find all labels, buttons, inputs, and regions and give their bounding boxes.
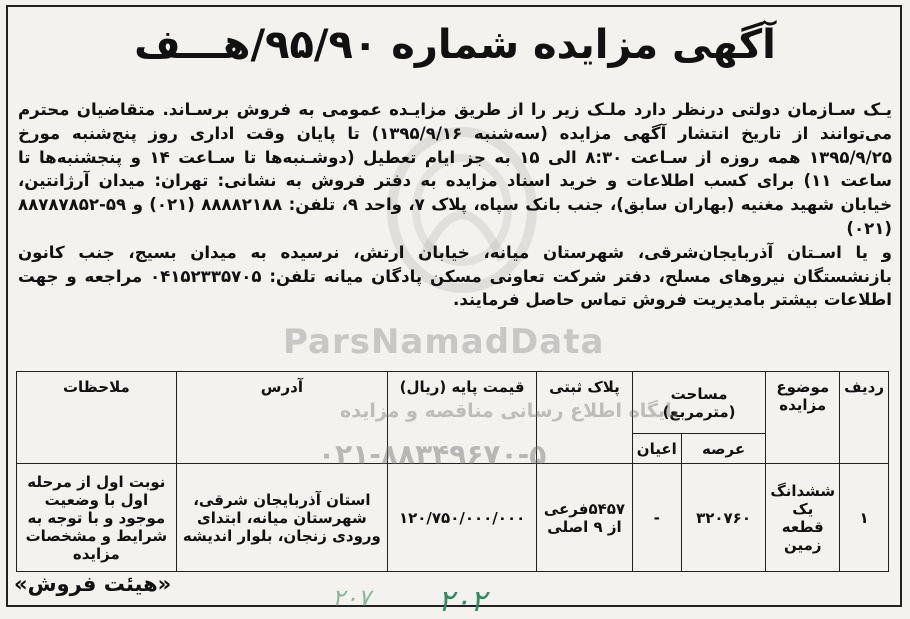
- cell-plaque: ۵۴۵۷فرعی از ۹ اصلی: [537, 464, 633, 572]
- header-area-building: اعیان: [632, 434, 681, 464]
- cell-subject: ششدانگ یک قطعه زمین: [766, 464, 840, 572]
- auction-table: [16, 371, 889, 572]
- header-area: مساحت (مترمربع): [632, 372, 766, 434]
- header-address: آدرس: [176, 372, 387, 464]
- watermark-site: ParsNamadData: [283, 322, 605, 362]
- cell-notes: نوبت اول از مرحله اول با وضعیت موجود و با توجه به شرایط و مشخصات مزایده: [17, 464, 177, 572]
- header-subject: موضوع مزایده: [766, 372, 840, 464]
- notice-body: [18, 98, 892, 312]
- signature: «هیئت فروش»: [14, 572, 172, 596]
- table-row: [17, 464, 889, 572]
- handwritten-mark-2: ۲۰۲: [438, 584, 487, 619]
- cell-base-price: ۱۲۰/۷۵۰/۰۰۰/۰۰۰: [388, 464, 537, 572]
- header-notes: ملاحظات: [17, 372, 177, 464]
- header-row-no: ردیف: [840, 372, 889, 464]
- notice-paragraph-2: و یا اسـتان آذربایجان‌شرقی، شهرستان میانه، خیابان ارتش، نرسیده به میدان بسیج، جنب کانون بازنشستگان نیروهای مسلح، دفتر شرکت تعاونی مسکن پادگان میانه تلفن: ۰۴۱۵۲۳۳۵۷۰۵ مراجعه و جهت اطلاعات بیشتر بامدیریت فروش تماس حاصل فرمایند.: [18, 242, 892, 310]
- header-area-land: عرصه: [681, 434, 766, 464]
- notice-paragraph-1: یـک سـازمان دولتی درنظر دارد ملـک زیر را از طریق مزایـده عمومی به فروش برسـاند. متقاضیان محترم می‌توانند از تاریخ انتشار آگهی مزایده (سه‌شنبه ۱۳۹۵/۹/۱۶) تا پایان وقت اداری روز پنج‌شنبه مورخ ۱۳۹۵/۹/۲۵ همه روزه از سـاعت ۸:۳۰ الی ۱۵ به جز ایام تعطیل (دوشـنبه‌ها تا سـاعت ۱۴ و پنجشنبه‌ها تا ساعت ۱۱) برای کسب اطلاعات و خرید اسناد مزایده به دفتر فروش به نشانی: تهران: میدان آرژانتین، خیابان شهید مغنیه (بهاران سابق)، جنب بانک سپاه، پلاک ۷، واحد ۹، تلفن: ۸۸۸۸۲۱۸۸ (۰۲۱) و ۵۹-۸۸۷۸۷۸۵۲ (۰۲۱): [18, 100, 893, 238]
- cell-area-building: -: [632, 464, 681, 572]
- cell-row-no: ۱: [840, 464, 889, 572]
- cell-address: استان آذربایجان شرقی، شهرستان میانه، ابتدای ورودی زنجان، بلوار اندیشه: [176, 464, 387, 572]
- handwritten-mark-1: ۲۰۷: [332, 584, 371, 612]
- notice-title: آگهی مزایده شماره ۹۵/۹۰/هـــف: [134, 22, 776, 68]
- header-plaque: پلاک ثبتی: [537, 372, 633, 464]
- header-base-price: قیمت پایه (ریال): [388, 372, 537, 464]
- cell-area-land: ۳۲۰۷۶۰: [681, 464, 766, 572]
- watermark-phone: ۰۲۱-۸۸۳۴۹۶۷۰-۵: [318, 438, 547, 471]
- watermark-tagline: پایگاه اطلاع رسانی مناقصه و مزایده: [340, 400, 680, 422]
